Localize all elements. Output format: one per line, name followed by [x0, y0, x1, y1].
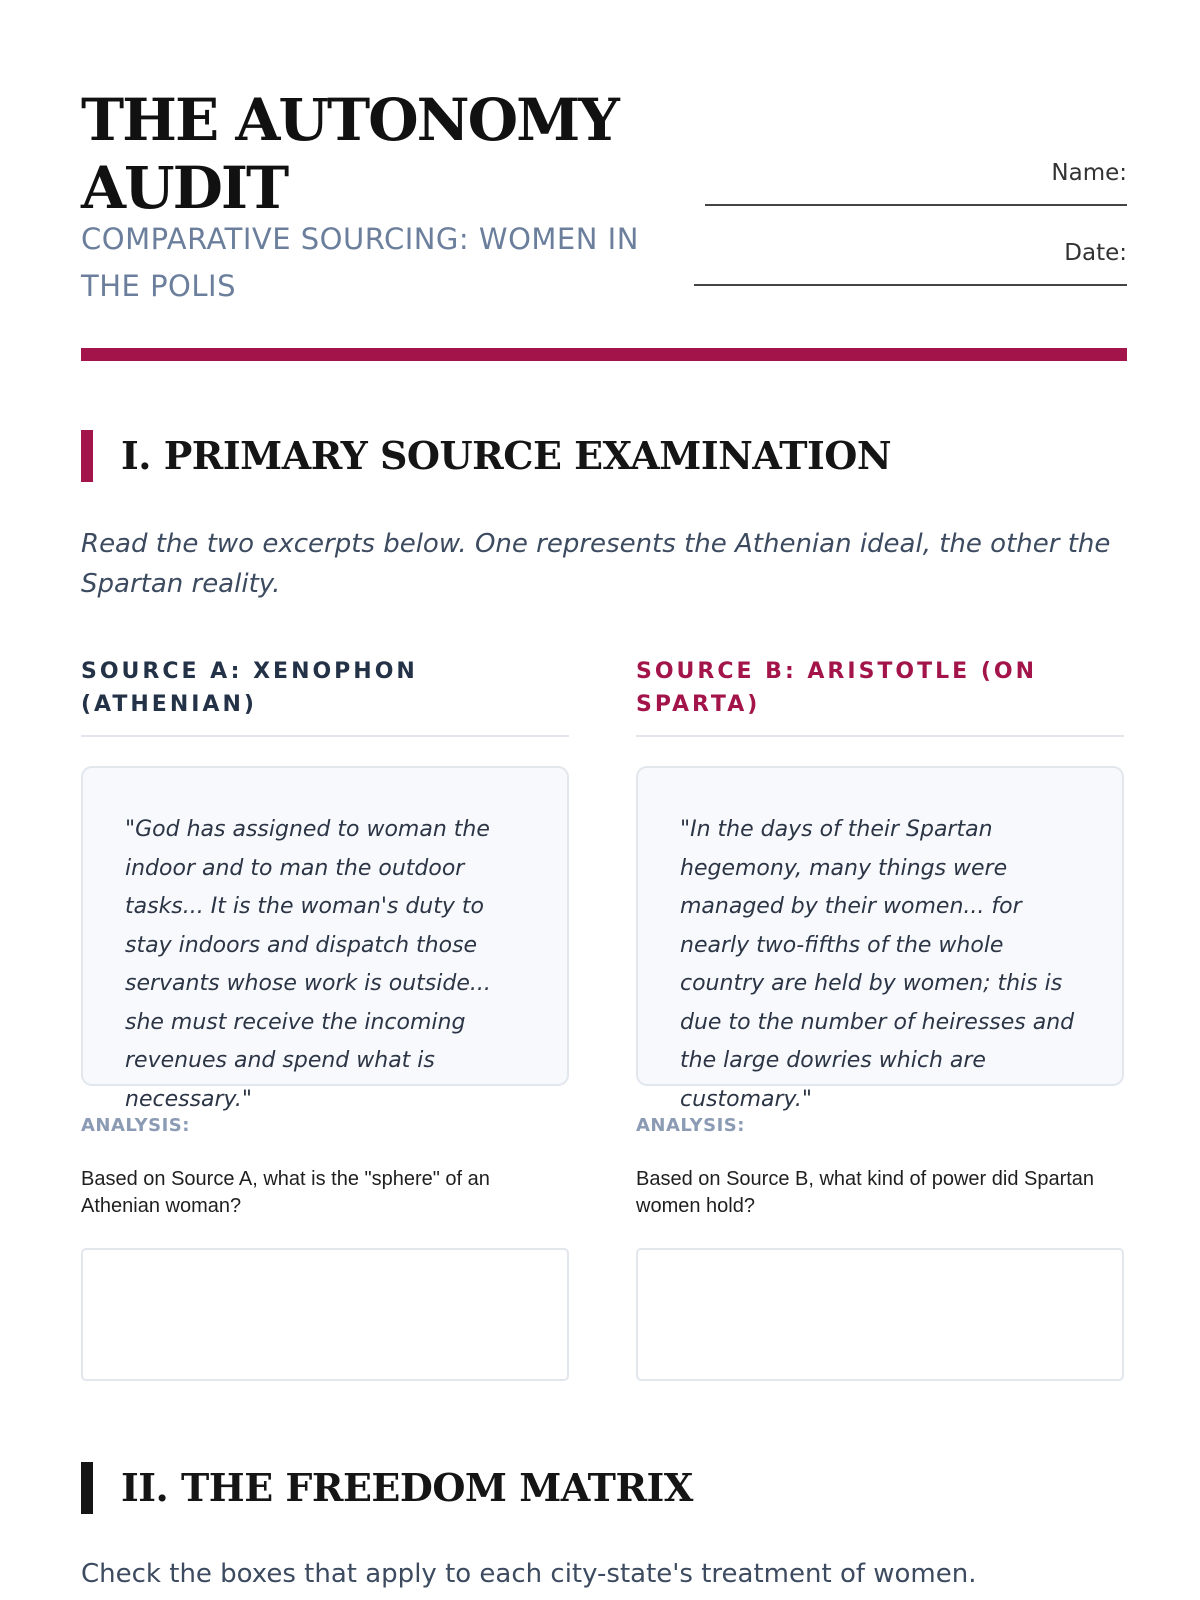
- date-label: Date:: [1064, 240, 1127, 266]
- analysis-question: Based on Source B, what kind of power did Spartan women hold?: [636, 1168, 1095, 1217]
- date-field[interactable]: [694, 240, 1127, 286]
- source-b-quote: "In the days of their Spartan hegemony, many things were managed by their women... for nearly two-fifths of the whole country are held by women; this is due to the number of heiresses and the large dowries which are customary.": [636, 766, 1124, 1086]
- page-subtitle: COMPARATIVE SOURCING: WOMEN IN THE POLIS: [81, 222, 639, 303]
- analysis-question: Based on Source A, what is the "sphere" of an Athenian woman?: [81, 1168, 490, 1217]
- analysis-label: ANALYSIS:: [636, 1115, 745, 1136]
- name-field[interactable]: [705, 160, 1127, 206]
- page-title: THE AUTONOMY AUDIT: [81, 86, 618, 222]
- source-b-column: [636, 655, 1124, 1381]
- header-divider: [81, 348, 1127, 361]
- analysis-label: ANALYSIS:: [81, 1115, 190, 1136]
- name-label: Name:: [1051, 160, 1127, 186]
- source-a-quote: "God has assigned to woman the indoor and to man the outdoor tasks... It is the woman's duty to stay indoors and dispatch those servants whose work is outside... she must receive the incoming revenues and spend what is necessary.": [81, 766, 569, 1086]
- section-intro: Read the two excerpts below. One represents the Athenian ideal, the other the Spartan reality.: [81, 529, 1111, 599]
- answer-box[interactable]: [636, 1248, 1124, 1381]
- answer-box[interactable]: [81, 1248, 569, 1381]
- source-a-column: [81, 655, 569, 1381]
- source-a-heading: SOURCE A: XENOPHON (ATHENIAN): [81, 655, 569, 737]
- worksheet-header: [81, 86, 1127, 366]
- section-heading-primary-source: I. PRIMARY SOURCE EXAMINATION: [81, 430, 891, 482]
- section-heading-freedom-matrix: II. THE FREEDOM MATRIX: [81, 1462, 693, 1514]
- section-intro: Check the boxes that apply to each city-state's treatment of women.: [81, 1559, 977, 1589]
- source-b-heading: SOURCE B: ARISTOTLE (ON SPARTA): [636, 655, 1124, 737]
